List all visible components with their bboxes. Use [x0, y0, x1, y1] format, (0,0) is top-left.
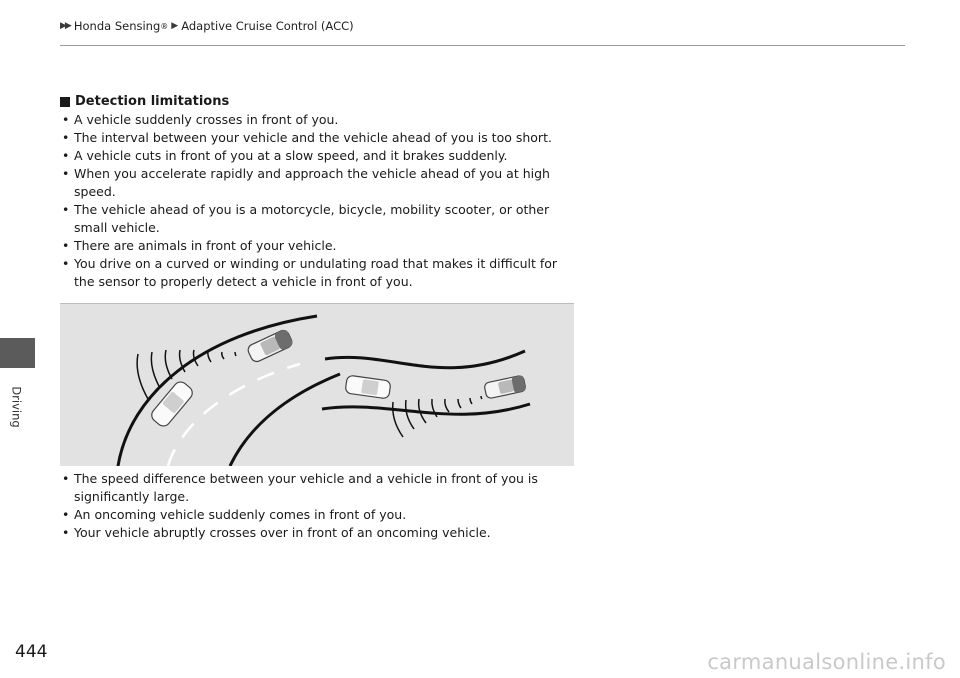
section-heading-text: Detection limitations	[75, 94, 230, 109]
page-number: 444	[15, 642, 48, 662]
breadcrumb-arrow-icon: ▶	[171, 21, 179, 31]
limitations-list	[60, 111, 580, 291]
road-edge-right-bottom	[322, 404, 530, 414]
list-item: • An oncoming vehicle suddenly comes in front of you.	[60, 506, 580, 524]
list-item: • Your vehicle abruptly crosses over in front of an oncoming vehicle.	[60, 524, 580, 542]
list-item: • There are animals in front of your vehicle.	[60, 237, 580, 255]
list-item: • When you accelerate rapidly and approach the vehicle ahead of you at high speed.	[60, 165, 580, 201]
side-tab-label	[5, 372, 29, 442]
breadcrumb-part-1[interactable]: Honda Sensing	[73, 19, 161, 33]
list-item: • The speed difference between your vehicle and a vehicle in front of you is significantly large.	[60, 470, 580, 506]
detection-limitations-continued	[60, 470, 580, 542]
own-car-curve	[149, 379, 195, 429]
list-item: • A vehicle suddenly crosses in front of you.	[60, 111, 580, 129]
road-edge-right-top	[325, 351, 525, 368]
watermark: carmanualsonline.info	[707, 650, 946, 674]
breadcrumb-arrow-icon: ▶▶	[60, 21, 70, 31]
list-item: • A vehicle cuts in front of you at a slow speed, and it brakes suddenly.	[60, 147, 580, 165]
breadcrumb	[60, 19, 354, 33]
road-edge-left-inner	[230, 374, 340, 466]
detection-limitations-section	[60, 93, 580, 291]
side-tab-marker	[0, 338, 35, 368]
side-tab-text: Driving	[10, 386, 24, 428]
road-diagram-svg	[60, 304, 574, 466]
registered-mark: ®	[160, 21, 169, 31]
own-car-right	[484, 375, 526, 399]
square-bullet-icon	[60, 97, 70, 107]
list-item: • You drive on a curved or winding or undulating road that makes it difficult for the sensor to properly detect a vehicle in front of you.	[60, 255, 580, 291]
header-divider	[60, 45, 905, 46]
radar-arcs-right	[393, 396, 482, 437]
curved-road-illustration	[60, 303, 574, 466]
section-heading	[60, 93, 580, 111]
list-item: • The vehicle ahead of you is a motorcycle, bicycle, mobility scooter, or other small vehicle.	[60, 201, 580, 237]
list-item: • The interval between your vehicle and the vehicle ahead of you is too short.	[60, 129, 580, 147]
car-cutting-in	[345, 375, 391, 399]
breadcrumb-part-2[interactable]: Adaptive Cruise Control (ACC)	[181, 19, 354, 33]
limitations-list-2	[60, 470, 580, 542]
car-ahead-curve	[246, 329, 293, 364]
lane-dashes	[168, 364, 300, 466]
